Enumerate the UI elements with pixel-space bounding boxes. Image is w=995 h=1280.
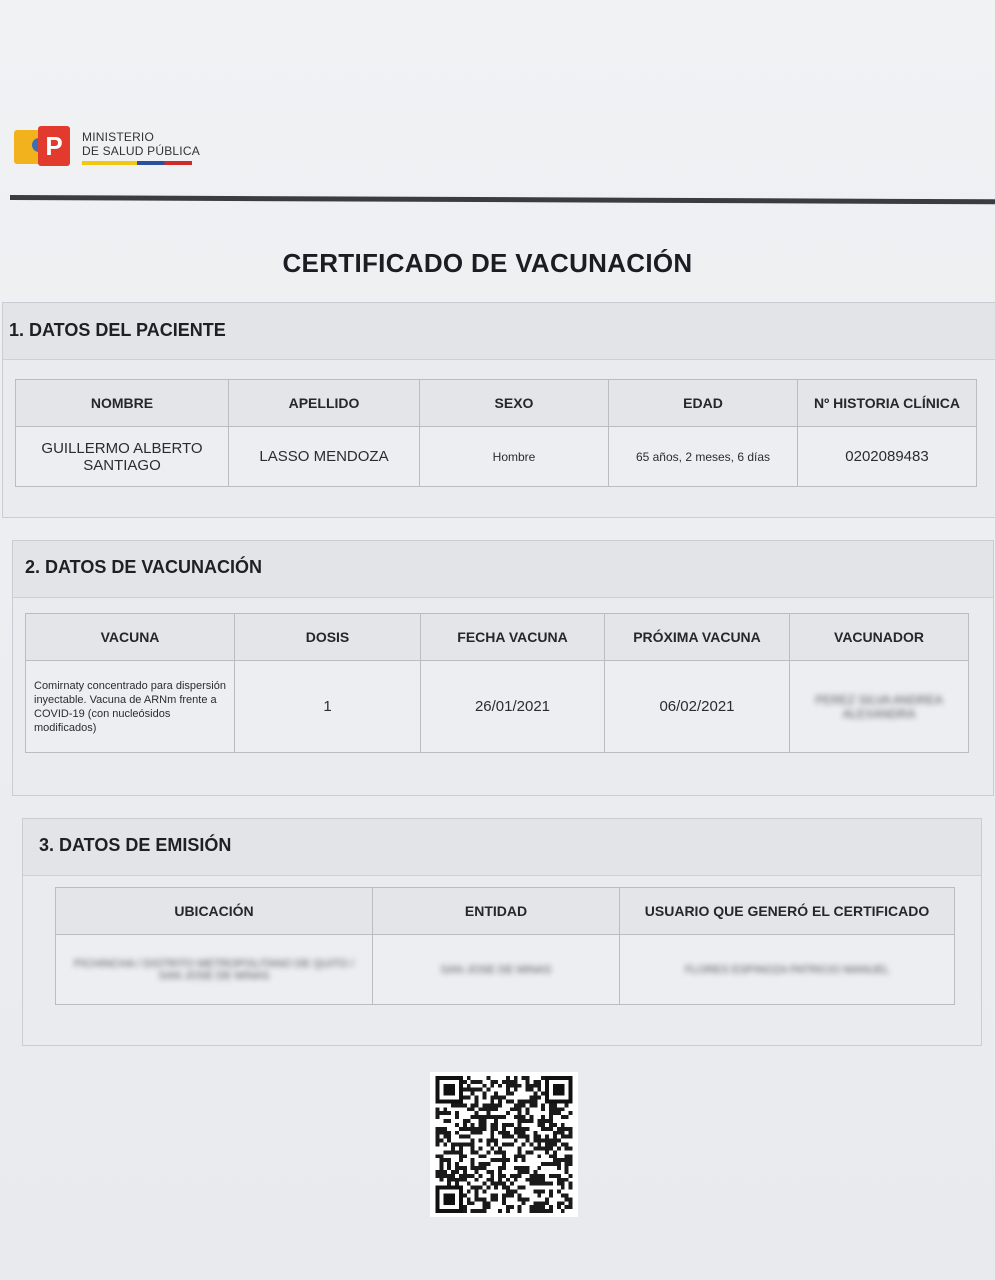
vaccinator-name: PEREZ SILVA ANDREA ALEXANDRA xyxy=(790,661,969,753)
vaccine-name: Comirnaty concentrado para dispersión inyectable. Vacuna de ARNm frente a COVID-19 (con nucleósidos modificados) xyxy=(26,661,235,753)
patient-edad: 65 años, 2 meses, 6 días xyxy=(609,427,798,487)
col-usuario: USUARIO QUE GENERÓ EL CERTIFICADO xyxy=(620,888,955,935)
col-sexo: SEXO xyxy=(420,380,609,427)
emission-table xyxy=(55,887,955,1005)
col-vacunador: VACUNADOR xyxy=(790,614,969,661)
table-header-row xyxy=(56,888,955,935)
emission-entity: SAN JOSE DE MINAS xyxy=(373,935,620,1005)
col-dosis: DOSIS xyxy=(235,614,421,661)
next-vaccine-date: 06/02/2021 xyxy=(605,661,790,753)
ministry-line2: DE SALUD PÚBLICA xyxy=(82,143,200,158)
table-row xyxy=(56,935,955,1005)
page-title: CERTIFICADO DE VACUNACIÓN xyxy=(282,248,693,278)
patient-section xyxy=(2,302,995,518)
col-historia: Nº HISTORIA CLÍNICA xyxy=(798,380,977,427)
col-nombre: NOMBRE xyxy=(16,380,229,427)
col-entidad: ENTIDAD xyxy=(373,888,620,935)
msp-logo-icon: P xyxy=(14,124,72,170)
vaccination-heading: 2. DATOS DE VACUNACIÓN xyxy=(25,557,263,577)
vaccine-dose: 1 xyxy=(235,661,421,753)
header-divider xyxy=(10,195,995,204)
col-fecha: FECHA VACUNA xyxy=(421,614,605,661)
patient-apellido: LASSO MENDOZA xyxy=(229,427,420,487)
col-edad: EDAD xyxy=(609,380,798,427)
col-ubicacion: UBICACIÓN xyxy=(56,888,373,935)
ministry-line1: MINISTERIO xyxy=(82,129,155,144)
qr-code xyxy=(430,1072,578,1217)
patient-historia: 0202089483 xyxy=(798,427,977,487)
emission-heading: 3. DATOS DE EMISIÓN xyxy=(39,835,232,855)
table-header-row xyxy=(26,614,969,661)
flag-stripe xyxy=(82,161,192,165)
table-row xyxy=(16,427,977,487)
vaccine-date: 26/01/2021 xyxy=(421,661,605,753)
col-vacuna: VACUNA xyxy=(26,614,235,661)
patient-table xyxy=(15,379,977,487)
patient-nombre: GUILLERMO ALBERTO SANTIAGO xyxy=(16,427,229,487)
table-row xyxy=(26,661,969,753)
ministry-logo xyxy=(14,124,200,170)
patient-sexo: Hombre xyxy=(420,427,609,487)
emission-section xyxy=(22,818,982,1046)
vaccination-table xyxy=(25,613,969,753)
patient-heading: 1. DATOS DEL PACIENTE xyxy=(9,320,226,340)
col-proxima: PRÓXIMA VACUNA xyxy=(605,614,790,661)
emission-user: FLORES ESPINOZA PATRICIO MANUEL xyxy=(620,935,955,1005)
emission-location: PICHINCHA / DISTRITO METROPOLITANO DE QUITO / SAN JOSE DE MINAS xyxy=(56,935,373,1005)
vaccination-section xyxy=(12,540,994,796)
col-apellido: APELLIDO xyxy=(229,380,420,427)
ministry-name xyxy=(82,130,200,165)
table-header-row xyxy=(16,380,977,427)
